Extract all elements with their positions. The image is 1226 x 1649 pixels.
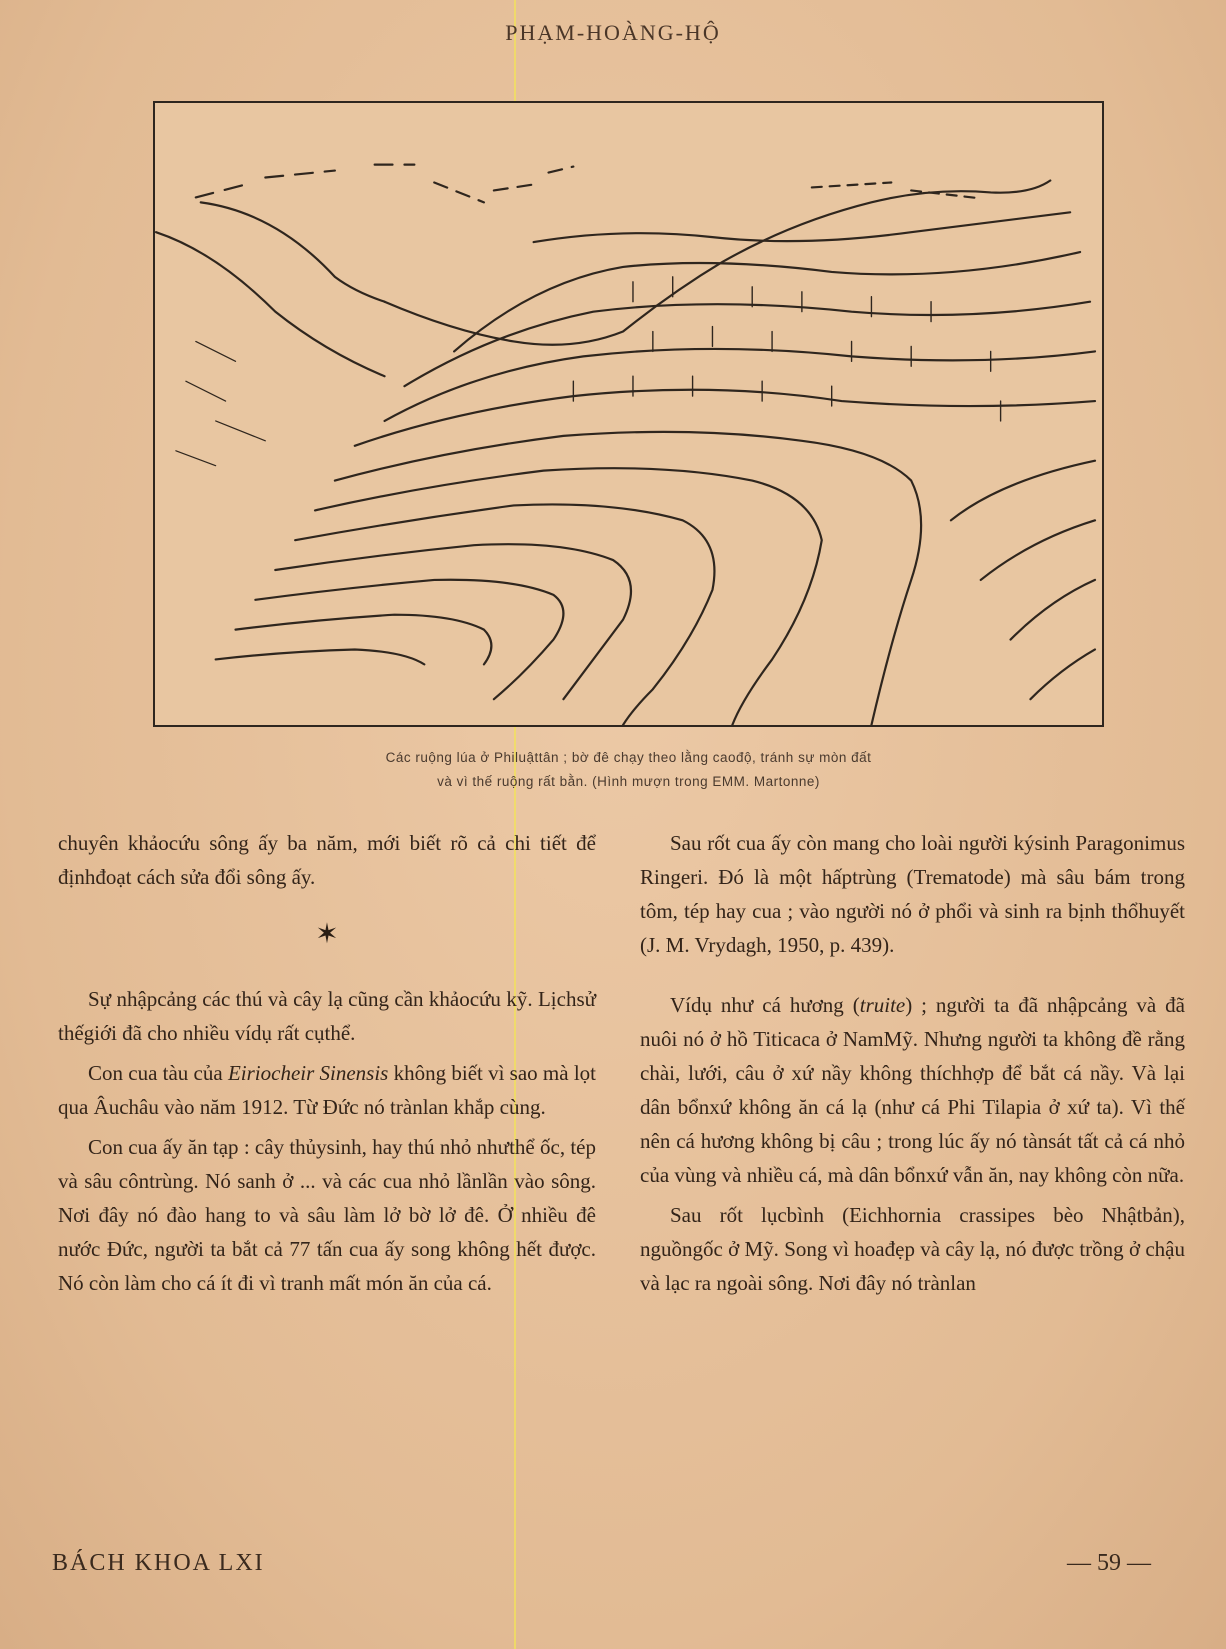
running-head: PHẠM-HOÀNG-HỘ <box>505 20 721 45</box>
left-paragraph-4: Con cua ấy ăn tạp : cây thủysinh, hay thú nhỏ nhưthể ốc, tép và sâu côntrùng. Nó sanh ở ... và các cua nhỏ lầnlần vào sông. Nơi đây nó đào hang to và sâu làm lở bờ lở đê. Ở nhiều đê nước Đức, người ta bắt cả 77 tấn cua ấy song không hết được. Nó còn làm cho cá ít đi vì tranh mất món ăn của cá. <box>58 1135 596 1295</box>
left-paragraph-3 <box>58 1056 596 1124</box>
p3-text-a: Con cua tàu của <box>88 1061 228 1085</box>
right-column <box>640 826 1185 1306</box>
left-paragraph-1: chuyên khảocứu sông ấy ba năm, mới biết rõ cả chi tiết để địnhđoạt cách sửa đổi sông ấy. <box>58 831 596 889</box>
right-paragraph-3: Sau rốt lụcbình (Eichhornia crassipes bèo Nhậtbản), nguồngốc ở Mỹ. Song vì hoađẹp và cây lạ, nó được trồng ở chậu và lạc ra ngoài sông. Nơi đây nó trànlan <box>640 1203 1185 1295</box>
page-number: — 59 — <box>1067 1550 1151 1576</box>
right-paragraph-1: Sau rốt cua ấy còn mang cho loài người kýsinh Paragonimus Ringeri. Đó là một hấptrùng (Trematode) mà sâu bám trong tôm, tép hay cua ; vào người nó ở phổi và sinh ra bịnh thổhuyết (J. M. Vrydagh, 1950, p. 439). <box>640 831 1185 957</box>
figure-caption <box>153 746 1104 794</box>
rice-terrace-drawing <box>155 103 1102 725</box>
left-paragraph-2: Sự nhậpcảng các thú và cây lạ cũng cần khảocứu kỹ. Lịchsử thếgiới đã cho nhiều vídụ rất cụthể. <box>58 987 596 1045</box>
p3-text-b: không biết vì sao mà lọt qua Âuchâu vào năm 1912. Từ Đức nó trànlan khắp cùng. <box>58 1061 597 1119</box>
p3-latin-name: Eiriocheir Sinensis <box>227 1061 389 1085</box>
p2-italic-term: truite <box>859 993 906 1017</box>
caption-line-1: Các ruộng lúa ở Philuậttân ; bờ đê chạy theo lằng caođộ, tránh sự mòn đất <box>385 750 872 765</box>
rice-terrace-illustration <box>153 101 1104 727</box>
p2-text-a: Vídụ như cá hương ( <box>670 993 860 1017</box>
p2-text-b: ) ; người ta đã nhậpcảng và đã nuôi nó ở hồ Titicaca ở NamMỹ. Nhưng người ta không đề rằng chài, lưới, câu ở xứ nầy không thíchhợp để bắt cá nầy. Và lại dân bổnxứ không ăn cá lạ (như cá Phi Tilapia ở xứ ta). Vì thế nên cá hương không bị câu ; trong lúc ấy nó tànsát tất cả cá nhỏ của vùng và nhiều cá, mà dân bổnxứ vẫn ăn, nay không còn nữa. <box>640 993 1185 1187</box>
left-column <box>58 826 596 1306</box>
publication-footer: BÁCH KHOA LXI <box>52 1550 265 1576</box>
section-separator-icon: ✶ <box>315 919 339 950</box>
right-paragraph-2 <box>640 988 1185 1192</box>
caption-line-2: và vì thế ruộng rất bằn. (Hình mượn trong EMM. Martonne) <box>437 774 820 789</box>
